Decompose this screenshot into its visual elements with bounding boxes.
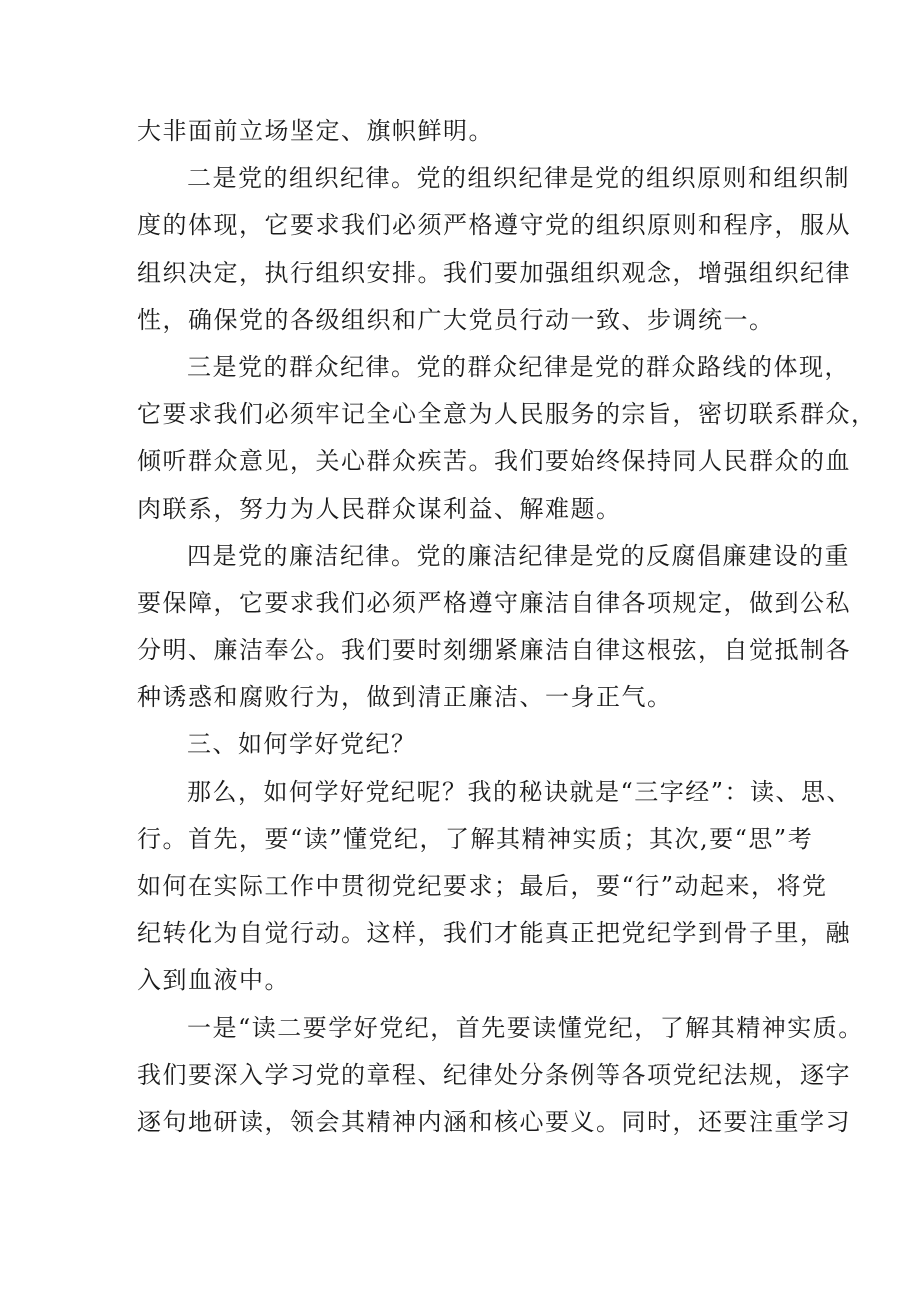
text-line: 纪转化为自觉行动。这样，我们才能真正把党纪学到骨子里，融 [137, 919, 851, 948]
text-line: 三是党的群众纪律。党的群众纪律是党的群众路线的体现， [187, 352, 850, 381]
text-line: 它要求我们必须牢记全心全意为人民服务的宗旨，密切联系群众， [137, 400, 877, 429]
text-line: 肉联系，努力为人民群众谋利益、解难题。 [137, 494, 622, 523]
text-line: 入到血液中。 [137, 966, 290, 995]
text-line: 那么，如何学好党纪呢？我的秘诀就是“三字经”：读、思、 [187, 777, 853, 806]
text-line: 倾听群众意见，关心群众疾苦。我们要始终保持同人民群众的血 [137, 447, 851, 476]
text-line: 行。首先，要“读”懂党纪，了解其精神实质；其次,要“思”考 [137, 824, 814, 853]
text-line: 种诱惑和腐败行为，做到清正廉洁、一身正气。 [137, 683, 673, 712]
text-line: 一是“读二要学好党纪，首先要读懂党纪，了解其精神实质。 [187, 1013, 864, 1042]
text-line: 要保障，它要求我们必须严格遵守廉洁自律各项规定，做到公私 [137, 588, 851, 617]
text-line: 如何在实际工作中贯彻党纪要求；最后，要“行”动起来，将党 [137, 872, 828, 900]
text-line: 分明、廉洁奉公。我们要时刻绷紧廉洁自律这根弦，自觉抵制各 [137, 636, 851, 665]
text-line: 逐句地研读，领会其精神内涵和核心要义。同时，还要注重学习 [137, 1107, 851, 1136]
text-line: 性，确保党的各级组织和广大党员行动一致、步调统一。 [137, 305, 775, 334]
text-line: 度的体现，它要求我们必须严格遵守党的组织原则和程序，服从 [137, 211, 851, 240]
document-body [137, 108, 877, 1146]
text-line: 组织决定，执行组织安排。我们要加强组织观念，增强组织纪律 [137, 258, 851, 287]
text-line: 大非面前立场坚定、旗帜鲜明。 [137, 117, 494, 145]
text-line: 我们要深入学习党的章程、纪律处分条例等各项党纪法规，逐字 [137, 1060, 851, 1089]
text-line: 四是党的廉洁纪律。党的廉洁纪律是党的反腐倡廉建设的重 [187, 541, 850, 570]
text-line: 二是党的组织纪律。党的组织纪律是党的组织原则和组织制 [187, 164, 850, 193]
text-line: 三、如何学好党纪？ [187, 730, 417, 759]
